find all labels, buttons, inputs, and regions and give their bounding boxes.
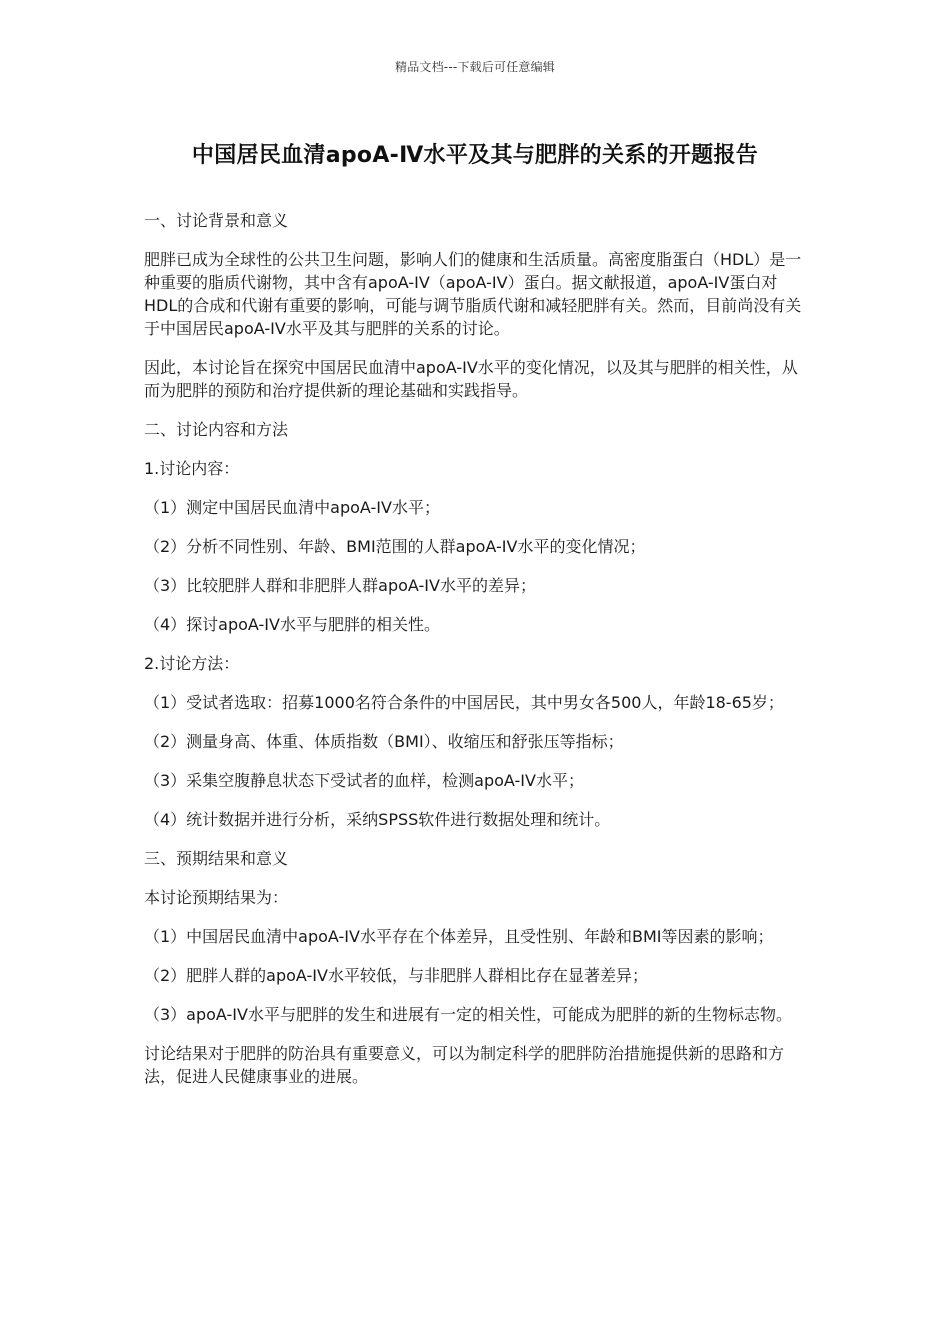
section-heading-content-methods: 二、讨论内容和方法	[144, 420, 289, 439]
page-header: 精品文档---下载后可任意编辑	[395, 60, 555, 74]
section-heading-background: 一、讨论背景和意义	[144, 211, 289, 230]
method-item-1: （1）受试者选取：招募1000名符合条件的中国居民，其中男女各500人，年龄18-65岁；	[144, 693, 784, 712]
section-heading-expected-results: 三、预期结果和意义	[144, 849, 289, 868]
content-item-4: （4）探讨apoA-IV水平与肥胖的相关性。	[144, 615, 440, 634]
expected-results-intro: 本讨论预期结果为：	[144, 888, 289, 907]
expected-result-item-1: （1）中国居民血清中apoA-IV水平存在个体差异，且受性别、年龄和BMI等因素的影响；	[144, 927, 774, 946]
content-item-1: （1）测定中国居民血清中apoA-IV水平；	[144, 498, 440, 517]
document-title: 中国居民血清apoA-Ⅳ水平及其与肥胖的关系的开题报告	[191, 143, 759, 168]
paragraph-background: 肥胖已成为全球性的公共卫生问题，影响人们的健康和生活质量。高密度脂蛋白（HDL）是一种重要的脂质代谢物，其中含有apoA-IV（apoA-IV）蛋白。据文献报道，apoA-IV蛋白对HDL的合成和代谢有重要的影响，可能与调节脂质代谢和减轻肥胖有关。然而，目前尚没有关于中国居民apoA-IV水平及其与肥胖的关系的讨论。	[144, 250, 802, 338]
paragraph-purpose: 因此，本讨论旨在探究中国居民血清中apoA-IV水平的变化情况，以及其与肥胖的相关性，从而为肥胖的预防和治疗提供新的理论基础和实践指导。	[144, 358, 798, 400]
content-item-3: （3）比较肥胖人群和非肥胖人群apoA-IV水平的差异；	[144, 576, 536, 595]
method-item-4: （4）统计数据并进行分析，采纳SPSS软件进行数据处理和统计。	[144, 810, 611, 829]
expected-result-item-2: （2）肥胖人群的apoA-IV水平较低，与非肥胖人群相比存在显著差异；	[144, 966, 648, 985]
paragraph-conclusion: 讨论结果对于肥胖的防治具有重要意义，可以为制定科学的肥胖防治措施提供新的思路和方法，促进人民健康事业的进展。	[144, 1044, 785, 1086]
subheading-methods: 2.讨论方法：	[144, 654, 240, 673]
method-item-2: （2）测量身高、体重、体质指数（BMI）、收缩压和舒张压等指标；	[144, 732, 624, 751]
subheading-content: 1.讨论内容：	[144, 459, 240, 478]
expected-result-item-3: （3）apoA-IV水平与肥胖的发生和进展有一定的相关性，可能成为肥胖的新的生物标志物。	[144, 1005, 792, 1024]
document-body	[144, 209, 808, 1104]
method-item-3: （3）采集空腹静息状态下受试者的血样，检测apoA-IV水平；	[144, 771, 584, 790]
content-item-2: （2）分析不同性别、年龄、BMI范围的人群apoA-IV水平的变化情况；	[144, 537, 646, 556]
